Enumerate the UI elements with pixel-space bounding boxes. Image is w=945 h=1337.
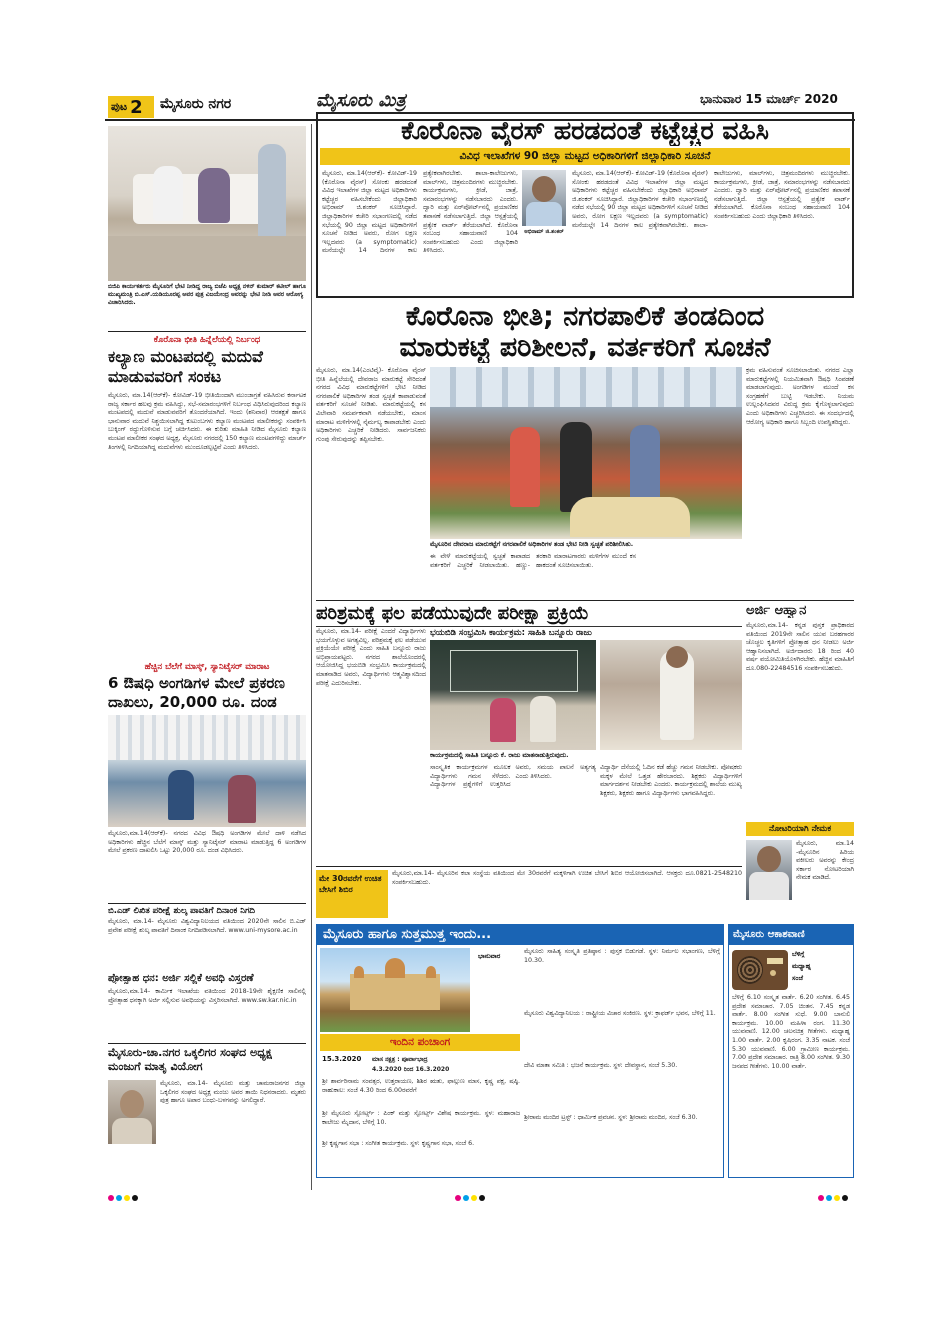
divider — [108, 1043, 306, 1044]
top-body-right: ಮೈಸೂರು, ಮಾ.14(ಆರ್‌ಕೆ)- ಕೋವಿಡ್-19 (ಕೊರೊನಾ ವೈರಸ್) ಸೋಂಕು ಹರಡದಂತೆ ವಿವಿಧ ಇಲಾಖೆಗಳ ಜಿಲ್ಲಾ ಮಟ್ಟದ ಅಧಿಕಾರಿಗಳು ಕಟ್ಟೆಚ್ಚರ ವಹಿಸಬೇಕೆಂದು ಜಿಲ್ಲಾಧಿಕಾರಿ ಅಭಿರಾಮ್ ಜಿ.ಶಂಕರ್ ಸೂಚಿಸಿದ್ದಾರೆ. ಜಿಲ್ಲಾಧಿಕಾರಿಗಳ ಕಚೇರಿ ಸಭಾಂಗಣದಲ್ಲಿ ನಡೆದ ಸಭೆಯಲ್ಲಿ 90 ಜಿಲ್ಲಾ ಮಟ್ಟದ ಅಧಿಕಾರಿಗಳಿಗೆ ಸೂಚನೆ ನೀಡಿದ ಅವರು, ರೋಗ ಲಕ್ಷಣ ಇಲ್ಲದವರು (a symptomatic) ಮನೆಯಲ್ಲೇ 14 ದಿನಗಳ ಕಾಲ ಪ್ರತ್ಯೇಕವಾಗಿರಬೇಕು. ಶಾಲಾ-ಕಾಲೇಜುಗಳು, ಮಾಲ್‌ಗಳು, ಚಿತ್ರಮಂದಿರಗಳು ಮುಚ್ಚಿರಬೇಕು. ಕಾರ್ಯಕ್ರಮಗಳು, ಕ್ರೀಡೆ, ಜಾತ್ರೆ, ಸಮಾರಂಭಗಳನ್ನು ನಡೆಸಬಾರದು ಎಂದರು. ದ್ವಾರಿ ಮತ್ತು ಏರ್‌ಪೋರ್ಟ್‌ನಲ್ಲಿ ಪ್ರಯಾಣಿಕರ ತಪಾಸಣೆ ನಡೆಸಲಾಗುತ್ತಿದೆ. ಜಿಲ್ಲಾ ಆಸ್ಪತ್ರೆಯಲ್ಲಿ ಪ್ರತ್ಯೇಕ ವಾರ್ಡ್ ತೆರೆಯಲಾಗಿದೆ. ಕೊರೊನಾ ಸಂಬಂಧ ಸಹಾಯವಾಣಿ 104 ಸಂಪರ್ಕಿಸಬಹುದು ಎಂದು ಜಿಲ್ಲಾಧಿಕಾರಿ ತಿಳಿಸಿದರು. — [572, 170, 850, 229]
market-headline-2: ಮಾರುಕಟ್ಟೆ ಪರಿಶೀಲನೆ, ವರ್ತಕರಿಗೆ ಸೂಚನೆ — [399, 333, 771, 363]
story2-kicker: ಹೆಚ್ಚಿನ ಬೆಲೆಗೆ ಮಾಸ್ಕ್, ಸ್ಯಾನಿಟೈಸರ್ ಮಾರಾಟ — [144, 662, 270, 672]
column-divider — [311, 124, 312, 1190]
divider — [108, 903, 306, 904]
radio-time-morning: ಬೆಳಿಗ್ಗೆ — [792, 950, 805, 958]
divider — [316, 626, 742, 627]
top-subhead-bar — [320, 148, 850, 165]
story2-body: ಮೈಸೂರು,ಮಾ.14(ಆರ್‌ಕೆ)- ನಗರದ ವಿವಿಧ ಔಷಧಿ ಅಂಗಡಿಗಳ ಮೇಲೆ ದಾಳಿ ನಡೆಸಿದ ಅಧಿಕಾರಿಗಳು ಹೆಚ್ಚಿನ ಬೆಲೆಗೆ ಮಾಸ್ಕ್ ಮತ್ತು ಸ್ಯಾನಿಟೈಸರ್ ಮಾರಾಟ ಮಾಡುತ್ತಿದ್ದ 6 ಅಂಗಡಿಗಳ ಮೇಲೆ ಪ್ರಕರಣ ದಾಖಲಿಸಿ ಒಟ್ಟು 20,000 ರೂ. ದಂಡ ವಿಧಿಸಿದರು. — [108, 830, 306, 855]
obit-headline: ಮೈಸೂರು-ಚಾ.ನಗರ ಒಕ್ಕಲಿಗರ ಸಂಘದ ಅಧ್ಯಕ್ಷ ಮಂಜುಗೆ ಮಾತೃ ವಿಯೋಗ — [108, 1046, 272, 1073]
exam-photo — [430, 640, 596, 750]
exam-body-bottom: ಸಾಂಸ್ಕೃತಿಕ ಕಾರ್ಯಕ್ರಮಗಳ ಮೂಲಕ ವಿದ್ಯಾರ್ಥಿಗಳು ಗಮನ ಸೆಳೆದರು. ವಿದ್ಯಾರ್ಥಿಗಳ ಪ್ರಶ್ನೆಗಳಿಗೆ ಉತ್ತರಿಸಿದ ಅವರು, ಸಮಯ ಪಾಲನೆ ಅತ್ಯಗತ್ಯ ಎಂದು ತಿಳಿಸಿದರು. — [430, 764, 596, 789]
panchanga-body: ಶ್ರೀ ಶಾರ್ವರಿನಾಮ ಸಂವತ್ಸರ, ಉತ್ತರಾಯಣ, ಶಿಶಿರ ಋತು, ಫಾಲ್ಗುಣ ಮಾಸ, ಕೃಷ್ಣ ಪಕ್ಷ, ಷಷ್ಠಿ. ರಾಹುಕಾಲ: ಸಂಜೆ 4.30 ರಿಂದ 6.00ರವರೆಗೆ — [322, 1078, 520, 1094]
market-headline-1: ಕೊರೊನಾ ಭೀತಿ; ನಗರಪಾಲಿಕೆ ತಂಡದಿಂದ — [405, 302, 765, 332]
meeting-photo — [108, 126, 306, 281]
story2-headline: 6 ಔಷಧಿ ಅಂಗಡಿಗಳ ಮೇಲೆ ಪ್ರಕರಣ ದಾಖಲು, 20,000 ರೂ. ದಂಡ — [108, 674, 285, 711]
panchanga-date: 15.3.2020 — [322, 1055, 362, 1063]
arji-body: ಮೈಸೂರು,ಮಾ.14- ಕನ್ನಡ ಪುಸ್ತಕ ಪ್ರಾಧಿಕಾರದ ವತಿಯಿಂದ 2019ನೇ ಸಾಲಿನ ಯುವ ಬರಹಗಾರರ ಚೊಚ್ಚಲ ಕೃತಿಗಳಿಗೆ ಪ್ರೋತ್ಸಾಹ ಧನ ನೀಡಲು ಅರ್ಜಿ ಆಹ್ವಾನಿಸಲಾಗಿದೆ. ಅರ್ಜಿದಾರರು 18 ರಿಂದ 40 ವರ್ಷ ವಯೋಮಿತಿಯೊಳಗಿರಬೇಕು. ಹೆಚ್ಚಿನ ಮಾಹಿತಿಗೆ ದೂ.080-22484516 ಸಂಪರ್ಕಿಸಬಹುದು. — [746, 622, 854, 672]
color-registration-dots — [108, 1186, 140, 1205]
event-item-4: ಮೈಸೂರು ವಿಶ್ವವಿದ್ಯಾನಿಲಯ : ರಾಷ್ಟ್ರೀಯ ವಿಚಾರ ಸಂಕಿರಣ. ಸ್ಥಳ: ಕ್ರಾಫರ್ಡ್ ಭವನ, ಬೆಳಿಗ್ಗೆ 11. — [524, 1010, 716, 1017]
arji-headline: ಅರ್ಜಿ ಆಹ್ವಾನ — [746, 603, 807, 618]
panchanga-sub: ಮಾಸ ನಕ್ಷತ್ರ : ಪೂರ್ವಾಭಾದ್ರ — [372, 1056, 428, 1063]
market-body-right: ಕ್ರಮ ವಹಿಸುವಂತೆ ಸೂಚಿಸಲಾಯಿತು. ನಗರದ ಎಲ್ಲಾ ಮಾರುಕಟ್ಟೆಗಳಲ್ಲಿ ನಿಯಮಿತವಾಗಿ ಔಷಧಿ ಸಿಂಪಡಣೆ ಮಾಡಲಾಗುವುದು. ಅಂಗಡಿಗಳ ಮುಂದೆ ಕಸ ಸಂಗ್ರಹಣೆಗೆ ಬುಟ್ಟಿ ಇಡಬೇಕು. ನಿಯಮ ಉಲ್ಲಂಘಿಸಿದವರ ವಿರುದ್ಧ ಕ್ರಮ ಕೈಗೊಳ್ಳಲಾಗುವುದು ಎಂದು ಅಧಿಕಾರಿಗಳು ಎಚ್ಚರಿಸಿದರು. ಈ ಸಂದರ್ಭದಲ್ಲಿ ಆರೋಗ್ಯ ಅಧಿಕಾರಿ ಹಾಗೂ ಸಿಬ್ಬಂದಿ ಉಪಸ್ಥಿತರಿದ್ದರು. — [746, 367, 854, 426]
market-body-bottom: ಈ ವೇಳೆ ಮಾರುಕಟ್ಟೆಯಲ್ಲಿ ಸ್ವಚ್ಛತೆ ಕಾಪಾಡದ ವರ್ತಕರಿಗೆ ಎಚ್ಚರಿಕೆ ನೀಡಲಾಯಿತು. ಹಣ್ಣು-ತರಕಾರಿ ಮಾರಾಟಗಾರರು ಮಳಿಗೆಗಳ ಮುಂದೆ ಕಸ ಹಾಕದಂತೆ ಸೂಚಿಸಲಾಯಿತು. — [430, 553, 636, 569]
panchanga-bar — [320, 1034, 520, 1051]
event-item-3: ಮೈಸೂರು ಸಾಹಿತ್ಯ ಸಂಸ್ಕೃತಿ ಪ್ರತಿಷ್ಠಾನ : ಪುಸ್ತಕ ಬಿಡುಗಡೆ. ಸ್ಥಳ: ನಿರ್ಮಲ ಸಭಾಂಗಣ, ಬೆಳಿಗ್ಗೆ 10.30. — [524, 948, 720, 964]
notary-body: ಮೈಸೂರು, ಮಾ.14 -ಮೈಸೂರಿನ ಹಿರಿಯ ವಕೀಲರು ಅವರನ್ನು ಕೇಂದ್ರ ಸರ್ಕಾರ ನೋಟರಿಯಾಗಿ ನೇಮಕ ಮಾಡಿದೆ. — [796, 840, 854, 882]
events-title: ಮೈಸೂರು ಹಾಗೂ ಸುತ್ತಮುತ್ತ ಇಂದು... — [317, 925, 723, 945]
story1-body: ಮೈಸೂರು, ಮಾ.14(ಆರ್‌ಕೆ)- ಕೋವಿಡ್-19 ಭೀತಿಯಿಂದಾಗಿ ಮುಂಜಾಗ್ರತೆ ವಹಿಸಿರುವ ಕರ್ನಾಟಕ ರಾಜ್ಯ ಸರ್ಕಾರ ಹಲವು ಕ್ರಮ ವಹಿಸಿದ್ದು, ಸಭೆ-ಸಮಾರಂಭಗಳಿಗೆ ನಿರ್ಬಂಧ ವಿಧಿಸಿರುವುದರಿಂದ ಕಲ್ಯಾಣ ಮಂಟಪದಲ್ಲಿ ಮದುವೆ ಮಾಡುವವರಿಗೆ ತೊಂದರೆಯಾಗಿದೆ. ಇಂದು (ಶನಿವಾರ) ಆರತಕ್ಷತೆ ಹಾಗೂ ಭಾನುವಾರ ಮದುವೆ ನಿಶ್ಚಯಿಸಲಾಗಿದ್ದ ಕುಟುಂಬಗಳು ಕಲ್ಯಾಣ ಮಂಟಪದ ಮಾಲೀಕರನ್ನು ಸಂಪರ್ಕಿಸಿ ಬುಕ್ಕಿಂಗ್ ರದ್ದುಗೊಳಿಸುವ ಬಗ್ಗೆ ಚರ್ಚಿಸಿದರು. ಈ ಕುರಿತು ಮಾಹಿತಿ ನೀಡಿದ ಮೈಸೂರು ಕಲ್ಯಾಣ ಮಂಟಪ ಮಾಲೀಕರ ಸಂಘದ ಅಧ್ಯಕ್ಷ, ಮೈಸೂರು ನಗರದಲ್ಲಿ 150 ಕಲ್ಯಾಣ ಮಂಟಪಗಳಿದ್ದು ಮಾರ್ಚ್ ತಿಂಗಳಲ್ಲಿ ನಿಗದಿಯಾಗಿದ್ದ ಮದುವೆಗಳು ಮುಂದೂಡಲ್ಪಟ್ಟಿವೆ ಎಂದು ತಿಳಿಸಿದರು. — [108, 392, 306, 451]
divider — [108, 331, 306, 332]
story3-body: ಮೈಸೂರು, ಮಾ.14- ಮೈಸೂರು ವಿಶ್ವವಿದ್ಯಾನಿಲಯದ ವತಿಯಿಂದ 2020ನೇ ಸಾಲಿನ ಬಿ.ಎಡ್ ಪ್ರವೇಶ ಪರೀಕ್ಷೆ ಶುಲ್ಕ ಪಾವತಿಗೆ ದಿನಾಂಕ ನಿಗದಿಪಡಿಸಲಾಗಿದೆ. www.uni-mysore.ac.in — [108, 918, 306, 934]
notary-tag-bar — [746, 822, 854, 836]
market-body-left: ಮೈಸೂರು, ಮಾ.14(ಎಂಟಿವೈ)- ಕೊರೊನಾ ವೈರಸ್ ಭೀತಿ ಹಿನ್ನೆಲೆಯಲ್ಲಿ ದೇವರಾಜ ಮಾರುಕಟ್ಟೆ ಸೇರಿದಂತೆ ನಗರದ ವಿವಿಧ ಮಾರುಕಟ್ಟೆಗಳಿಗೆ ಭೇಟಿ ನೀಡಿದ ನಗರಪಾಲಿಕೆ ಅಧಿಕಾರಿಗಳ ತಂಡ ಸ್ವಚ್ಛತೆ ಕಾಪಾಡುವಂತೆ ವರ್ತಕರಿಗೆ ಸೂಚನೆ ನೀಡಿತು. ಮಾರುಕಟ್ಟೆಯಲ್ಲಿ ಕಸ ವಿಲೇವಾರಿ ಸಮರ್ಪಕವಾಗಿ ನಡೆಯಬೇಕು, ಮಾಂಸ ಮಾರಾಟ ಮಳಿಗೆಗಳಲ್ಲಿ ನೈರ್ಮಲ್ಯ ಕಾಪಾಡಬೇಕು ಎಂದು ಅಧಿಕಾರಿಗಳು ಎಚ್ಚರಿಕೆ ನೀಡಿದರು. ಸಾರ್ವಜನಿಕರು ಗುಂಪು ಸೇರುವುದನ್ನು ತಪ್ಪಿಸಬೇಕು. — [316, 367, 426, 443]
story4-body: ಮೈಸೂರು,ಮಾ.14- ಕಾರ್ಮಿಕ ಇಲಾಖೆಯ ವತಿಯಿಂದ 2018-19ನೇ ಶೈಕ್ಷಣಿಕ ಸಾಲಿನಲ್ಲಿ ಪ್ರೋತ್ಸಾಹ ಧನಕ್ಕಾಗಿ ಅರ್ಜಿ ಸಲ್ಲಿಸುವ ಅವಧಿಯನ್ನು ವಿಸ್ತರಿಸಲಾಗಿದೆ. www.sw.kar.nic.in — [108, 988, 306, 1004]
top-headline: ಕೊರೊನಾ ವೈರಸ್ ಹರಡದಂತೆ ಕಟ್ಟೆಚ್ಚರ ವಹಿಸಿ — [401, 116, 769, 145]
exam-speaker-photo — [600, 640, 742, 750]
exam-body-left: ಮೈಸೂರು, ಮಾ.14- ಪರೀಕ್ಷೆ ಎಂದರೆ ವಿದ್ಯಾರ್ಥಿಗಳು ಭಯಗೊಳ್ಳುವ ಅಗತ್ಯವಿಲ್ಲ. ಪರಿಶ್ರಮಕ್ಕೆ ಫಲ ಪಡೆಯುವ ಪ್ರಕ್ರಿಯೆಯೇ ಪರೀಕ್ಷೆ ಎಂದು ಸಾಹಿತಿ ಬನ್ನೂರು ರಾಜು ಅಭಿಪ್ರಾಯಪಟ್ಟರು. ನಗರದ ಶಾಲೆಯೊಂದರಲ್ಲಿ ಆಯೋಜಿಸಿದ್ದ ಭಯಬಿಡಿ ಸಂಭ್ರಮಿಸಿ ಕಾರ್ಯಕ್ರಮದಲ್ಲಿ ಮಾತನಾಡಿದ ಅವರು, ವಿದ್ಯಾರ್ಥಿಗಳು ಆತ್ಮವಿಶ್ವಾಸದಿಂದ ಪರೀಕ್ಷೆ ಎದುರಿಸಬೇಕು. — [316, 628, 426, 687]
story1-kicker: ಕೊರೊನಾ ಭೀತಿ ಹಿನ್ನೆಲೆಯಲ್ಲಿ ನಿರ್ಬಂಧ — [153, 335, 261, 345]
section-title: ಮೈಸೂರು ನಗರ — [160, 96, 232, 112]
market-photo — [430, 367, 742, 539]
notary-portrait — [746, 840, 792, 900]
radio-time-noon: ಮಧ್ಯಾಹ್ನ — [792, 962, 811, 970]
dc-portrait — [522, 170, 566, 226]
exam-headline: ಪರಿಶ್ರಮಕ್ಕೆ ಫಲ ಪಡೆಯುವುದೇ ಪರೀಕ್ಷಾ ಪ್ರಕ್ರಿಯೆ — [316, 603, 589, 624]
color-registration-dots — [818, 1186, 850, 1205]
panchanga-range: 4.3.2020 ರಿಂದ 16.3.2020 — [372, 1066, 450, 1073]
radio-time-evening: ಸಂಜೆ — [792, 974, 803, 982]
masthead: ಮೈಸೂರು ಮಿತ್ರ — [316, 90, 406, 111]
story3-headline: ಬಿ.ಎಡ್ ಲಿಖಿತ ಪರೀಕ್ಷೆ ಶುಲ್ಕ ಪಾವತಿಗೆ ದಿನಾಂಕ ನಿಗದಿ — [108, 906, 256, 916]
page-label: ಪುಟ — [111, 100, 128, 113]
pharmacy-photo — [108, 715, 306, 827]
top-body-left: ಮೈಸೂರು, ಮಾ.14(ಆರ್‌ಕೆ)- ಕೋವಿಡ್-19 (ಕೊರೊನಾ ವೈರಸ್) ಸೋಂಕು ಹರಡದಂತೆ ವಿವಿಧ ಇಲಾಖೆಗಳ ಜಿಲ್ಲಾ ಮಟ್ಟದ ಅಧಿಕಾರಿಗಳು ಕಟ್ಟೆಚ್ಚರ ವಹಿಸಬೇಕೆಂದು ಜಿಲ್ಲಾಧಿಕಾರಿ ಅಭಿರಾಮ್ ಜಿ.ಶಂಕರ್ ಸೂಚಿಸಿದ್ದಾರೆ. ಜಿಲ್ಲಾಧಿಕಾರಿಗಳ ಕಚೇರಿ ಸಭಾಂಗಣದಲ್ಲಿ ನಡೆದ ಸಭೆಯಲ್ಲಿ 90 ಜಿಲ್ಲಾ ಮಟ್ಟದ ಅಧಿಕಾರಿಗಳಿಗೆ ಸೂಚನೆ ನೀಡಿದ ಅವರು, ರೋಗ ಲಕ್ಷಣ ಇಲ್ಲದವರು (a symptomatic) ಮನೆಯಲ್ಲೇ 14 ದಿನಗಳ ಕಾಲ ಪ್ರತ್ಯೇಕವಾಗಿರಬೇಕು. ಶಾಲಾ-ಕಾಲೇಜುಗಳು, ಮಾಲ್‌ಗಳು, ಚಿತ್ರಮಂದಿರಗಳು ಮುಚ್ಚಿರಬೇಕು. ಕಾರ್ಯಕ್ರಮಗಳು, ಕ್ರೀಡೆ, ಜಾತ್ರೆ, ಸಮಾರಂಭಗಳನ್ನು ನಡೆಸಬಾರದು ಎಂದರು. ದ್ವಾರಿ ಮತ್ತು ಏರ್‌ಪೋರ್ಟ್‌ನಲ್ಲಿ ಪ್ರಯಾಣಿಕರ ತಪಾಸಣೆ ನಡೆಸಲಾಗುತ್ತಿದೆ. ಜಿಲ್ಲಾ ಆಸ್ಪತ್ರೆಯಲ್ಲಿ ಪ್ರತ್ಯೇಕ ವಾರ್ಡ್ ತೆರೆಯಲಾಗಿದೆ. ಕೊರೊನಾ ಸಂಬಂಧ ಸಹಾಯವಾಣಿ 104 ಸಂಪರ್ಕಿಸಬಹುದು ಎಂದು ಜಿಲ್ಲಾಧಿಕಾರಿ ತಿಳಿಸಿದರು. — [322, 170, 518, 255]
radio-title: ಮೈಸೂರು ಆಕಾಶವಾಣಿ — [729, 925, 853, 945]
page-number-badge — [108, 96, 154, 118]
camp-body: ಮೈಸೂರು,ಮಾ.14- ಮೈಸೂರಿನ ಕಲಾ ಸಂಸ್ಥೆಯ ವತಿಯಿಂದ ಮೇ 30ರವರೆಗೆ ಮಕ್ಕಳಿಗಾಗಿ ಉಚಿತ ಬೇಸಿಗೆ ಶಿಬಿರ ಆಯೋಜಿಸಲಾಗಿದೆ. ಆಸಕ್ತರು ದೂ.0821-2548210 ಸಂಪರ್ಕಿಸಬಹುದು. — [392, 870, 742, 886]
event-item-1: ಶ್ರೀ ಮೈಸೂರು ಸ್ಪೋರ್ಟ್ಸ್ : ಪಿಂಕ್ ಮತ್ತು ಸ್ಪೋರ್ಟ್ಸ್ ವಿಶೇಷ ಕಾರ್ಯಕ್ರಮ. ಸ್ಥಳ: ಮಹಾರಾಜ ಕಾಲೇಜು ಮೈದಾನ, ಬೆಳಿಗ್ಗೆ 10. — [322, 1110, 520, 1126]
event-item-2: ಶ್ರೀ ಕೃಷ್ಣಗಾನ ಸಭಾ : ಸಂಗೀತ ಕಾರ್ಯಕ್ರಮ. ಸ್ಥಳ: ಕೃಷ್ಣಗಾನ ಸಭಾ, ಸಂಜೆ 6. — [322, 1140, 475, 1147]
meeting-photo-caption: ಬಿಜಿಪಿ ಕಾರ್ಯಕರ್ತರು ಮೈಸೂರಿಗೆ ಭೇಟಿ ನೀಡಿದ್ದ ರಾಜ್ಯ ಬಿಜೆಪಿ ಅಧ್ಯಕ್ಷ ನಳಿನ್ ಕುಮಾರ್ ಕಟೀಲ್ ಹಾಗೂ ಮುಖ್ಯಮಂತ್ರಿ ಬಿ.ಎಸ್.ಯಡಿಯೂರಪ್ಪ ಅವರ ಪುತ್ರ ವಿಜಯೇಂದ್ರ ಅವರನ್ನು ಭೇಟಿ ನೀಡಿ ಅವರ ಆರೋಗ್ಯ ವಿಚಾರಿಸಿದರು. — [108, 283, 306, 306]
palace-photo — [320, 948, 470, 1032]
divider — [316, 600, 854, 601]
page-number: 2 — [130, 96, 143, 118]
panchanga-day: ಭಾನುವಾರ — [478, 952, 501, 960]
camp-tag: ಮೇ 30ರವರೆಗೆ ಉಚಿತ ಬೇಸಿಗೆ ಶಿಬಿರ — [319, 874, 382, 894]
exam-photo-caption: ಕಾರ್ಯಕ್ರಮದಲ್ಲಿ ಸಾಹಿತಿ ಬನ್ನೂರು ಕೆ. ರಾಜು ಮಾತನಾಡುತ್ತಿರುವುದು. — [430, 752, 569, 759]
exam-kicker: ಭಯಬಿಡಿ ಸಂಭ್ರಮಿಸಿ ಕಾರ್ಯಕ್ರಮ: ಸಾಹಿತಿ ಬನ್ನೂರು ರಾಜು — [430, 628, 592, 638]
camp-tag-box — [316, 870, 388, 918]
obit-body: ಮೈಸೂರು, ಮಾ.14- ಮೈಸೂರು ಮತ್ತು ಚಾಮರಾಜನಗರ ಜಿಲ್ಲಾ ಒಕ್ಕಲಿಗರ ಸಂಘದ ಅಧ್ಯಕ್ಷ ಮಂಜು ಅವರ ತಾಯಿ ನಿಧನರಾದರು. ಮೃತರು ಪುತ್ರ ಹಾಗೂ ಅಪಾರ ಬಂಧು-ಬಳಗವನ್ನು ಅಗಲಿದ್ದಾರೆ. — [160, 1080, 306, 1105]
radio-body: ಬೆಳಿಗ್ಗೆ 6.10 ಸಂಸ್ಕೃತ ವಾರ್ತೆ. 6.20 ಸಂಗೀತ. 6.45 ಪ್ರದೇಶ ಸಮಾಚಾರ. 7.05 ಚಿಂತನ. 7.45 ಕನ್ನಡ ವಾರ್ತೆ. 8.00 ಸಂಗೀತ ಸುಧೆ. 9.00 ಬಾನುಲಿ ಕಾರ್ಯಕ್ರಮ. 10.00 ಮಹಿಳಾ ರಂಗ. 11.30 ಯುವವಾಣಿ. 12.00 ಚಲನಚಿತ್ರ ಗೀತೆಗಳು. ಮಧ್ಯಾಹ್ನ 1.00 ವಾರ್ತೆ. 2.00 ಕೃಷಿರಂಗ. 3.35 ನಾಟಕ. ಸಂಜೆ 5.30 ಯುವವಾಣಿ. 6.00 ಗ್ರಾಮೀಣ ಕಾರ್ಯಕ್ರಮ. 7.00 ಪ್ರದೇಶ ಸಮಾಚಾರ. ರಾತ್ರಿ 8.00 ಸಂಗೀತ. 9.30 ಜನಪದ ಗೀತೆಗಳು. 10.00 ವಾರ್ತೆ. — [732, 994, 850, 1070]
obit-portrait — [108, 1080, 156, 1144]
event-item-5: ದೇವಿ ಮಾತಾ ಸಮಿತಿ : ಭಜನೆ ಕಾರ್ಯಕ್ರಮ. ಸ್ಥಳ: ದೇವಸ್ಥಾನ, ಸಂಜೆ 5.30. — [524, 1062, 678, 1069]
market-photo-caption: ಮೈಸೂರಿನ ದೇವರಾಜ ಮಾರುಕಟ್ಟೆಗೆ ನಗರಪಾಲಿಕೆ ಅಧಿಕಾರಿಗಳ ತಂಡ ಭೇಟಿ ನೀಡಿ ಸ್ವಚ್ಛತೆ ಪರಿಶೀಲಿಸಿತು. — [430, 541, 634, 548]
radio-icon — [732, 950, 788, 990]
story4-headline: ಪ್ರೋತ್ಸಾಹ ಧನ: ಅರ್ಜಿ ಸಲ್ಲಿಕೆ ಅವಧಿ ವಿಸ್ತರಣೆ — [108, 973, 254, 984]
dc-portrait-caption: ಅಭಿರಾಮ್ ಜಿ.ಶಂಕರ್ — [524, 229, 564, 235]
top-subhead: ವಿವಿಧ ಇಲಾಖೆಗಳ 90 ಜಿಲ್ಲಾ ಮಟ್ಟದ ಅಧಿಕಾರಿಗಳಿಗೆ ಜಿಲ್ಲಾಧಿಕಾರಿ ಸೂಚನೆ — [459, 150, 711, 162]
issue-date: ಭಾನುವಾರ 15 ಮಾರ್ಚ್ 2020 — [700, 92, 838, 106]
notary-tag: ನೋಟರಿಯಾಗಿ ನೇಮಕ — [768, 824, 832, 834]
color-registration-dots — [455, 1186, 487, 1205]
story1-headline: ಕಲ್ಯಾಣ ಮಂಟಪದಲ್ಲಿ ಮದುವೆ ಮಾಡುವವರಿಗೆ ಸಂಕಟ — [108, 347, 263, 386]
event-item-6: ಶ್ರೀರಾಮ ಮಂದಿರ ಟ್ರಸ್ಟ್ : ಧಾರ್ಮಿಕ ಪ್ರವಚನ. ಸ್ಥಳ: ಶ್ರೀರಾಮ ಮಂದಿರ, ಸಂಜೆ 6.30. — [524, 1114, 698, 1121]
panchanga-title: ಇಂದಿನ ಪಂಚಾಂಗ — [389, 1036, 451, 1048]
exam-body-right: ವಿದ್ಯಾರ್ಥಿ ದೆಸೆಯಲ್ಲಿ ಓದಿನ ಕಡೆ ಹೆಚ್ಚು ಗಮನ ನೀಡಬೇಕು. ಪೋಷಕರು ಮಕ್ಕಳ ಮೇಲೆ ಒತ್ತಡ ಹೇರಬಾರದು. ಶಿಕ್ಷಕರು ವಿದ್ಯಾರ್ಥಿಗಳಿಗೆ ಮಾರ್ಗದರ್ಶನ ನೀಡಬೇಕು ಎಂದರು. ಕಾರ್ಯಕ್ರಮದಲ್ಲಿ ಶಾಲೆಯ ಮುಖ್ಯ ಶಿಕ್ಷಕರು, ಶಿಕ್ಷಕರು ಹಾಗೂ ವಿದ್ಯಾರ್ಥಿಗಳು ಭಾಗವಹಿಸಿದ್ದರು. — [600, 764, 742, 797]
divider — [316, 866, 742, 867]
